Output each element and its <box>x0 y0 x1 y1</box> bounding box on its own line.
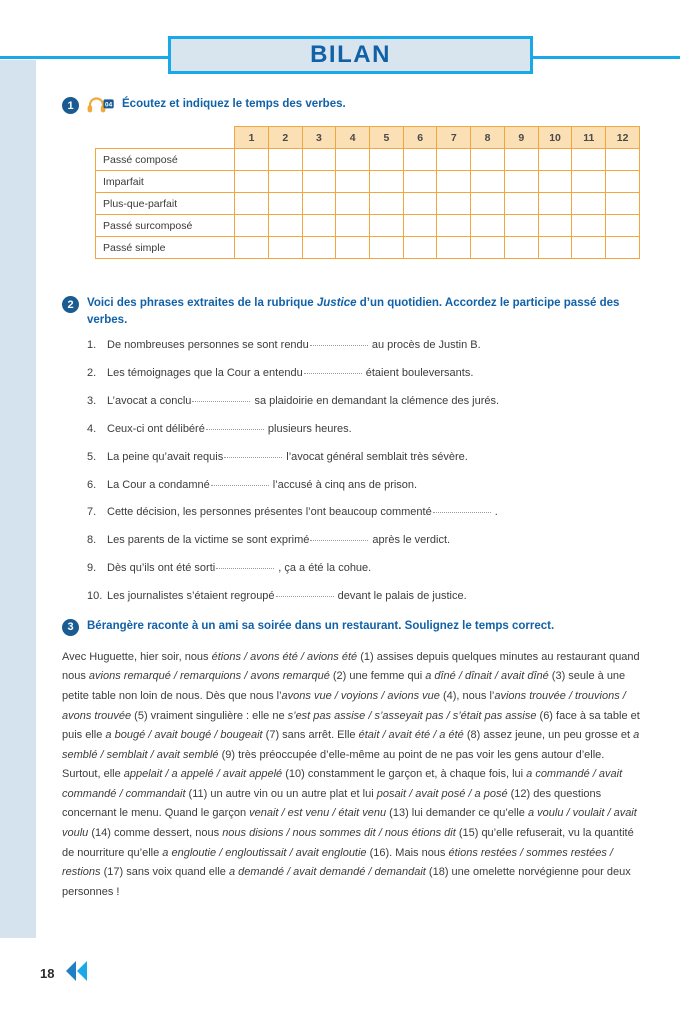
table-col-header: 7 <box>437 127 471 149</box>
paragraph-text: Avec Huguette, hier soir, nous <box>62 650 212 663</box>
answer-cell[interactable] <box>370 149 404 171</box>
answer-cell[interactable] <box>437 149 471 171</box>
sentence-before-blank: Les parents de la victime se sont exprimé <box>107 534 310 547</box>
table-row-label: Imparfait <box>96 171 235 193</box>
list-item <box>62 366 640 381</box>
list-item-number: 6. <box>87 478 97 491</box>
page-title: BILAN <box>310 41 391 68</box>
table-col-header: 10 <box>538 127 572 149</box>
sentence-after-blank: , ça a été la cohue. <box>275 562 372 575</box>
exercise-2-instruction-part2: d’un quotidien. Accordez le participe passé des verbes. <box>87 297 620 326</box>
table-col-header: 4 <box>336 127 370 149</box>
table-corner-cell <box>96 127 235 149</box>
table-row <box>96 237 640 259</box>
tense-table <box>95 126 640 259</box>
page-footer <box>40 960 89 987</box>
list-item <box>62 422 640 437</box>
double-chevron-left-icon[interactable] <box>63 960 89 987</box>
verb-option-group[interactable]: a voulu / voulait / avait voulu <box>62 807 637 839</box>
table-row-label: Passé simple <box>96 237 235 259</box>
list-item-number: 9. <box>87 562 97 575</box>
sentence-after-blank: étaient bouleversants. <box>362 367 474 380</box>
answer-cell[interactable] <box>370 193 404 215</box>
paragraph-text: (14) comme dessert, nous <box>88 826 223 839</box>
list-item <box>62 450 640 465</box>
table-col-header: 8 <box>471 127 505 149</box>
answer-blank[interactable] <box>310 540 368 541</box>
verb-option-group[interactable]: nous disions / nous sommes dit / nous étions dit <box>222 826 456 839</box>
answer-cell[interactable] <box>268 171 302 193</box>
answer-cell[interactable] <box>268 149 302 171</box>
answer-cell[interactable] <box>538 171 572 193</box>
paragraph-text: (3) seule à une petite table non loin de nous. Dès que nous l’ <box>62 670 626 702</box>
sentence-after-blank: sa plaidoirie en demandant la clémence des jurés. <box>251 395 500 408</box>
paragraph-text: (2) une femme qui <box>329 670 426 683</box>
exercise-3-paragraph <box>62 648 640 903</box>
answer-cell[interactable] <box>504 171 538 193</box>
sentence-before-blank: Ceux-ci ont délibéré <box>107 422 205 435</box>
answer-cell[interactable] <box>538 237 572 259</box>
verb-option-group[interactable]: venait / est venu / était venu <box>249 807 387 820</box>
answer-cell[interactable] <box>370 215 404 237</box>
headphones-icon[interactable] <box>87 97 114 113</box>
answer-blank[interactable] <box>276 596 334 597</box>
tense-table-wrapper <box>95 126 640 259</box>
page-title-box <box>168 36 533 74</box>
list-item-text <box>107 589 640 604</box>
answer-cell[interactable] <box>235 237 269 259</box>
answer-cell[interactable] <box>403 215 437 237</box>
paragraph-text: (4), nous l’ <box>439 689 495 702</box>
paragraph-text: (8) assez jeune, un peu grosse et <box>463 729 634 742</box>
exercise-2-number: 2 <box>62 296 79 313</box>
exercise-2-instruction-part1: Voici des phrases extraites de la rubrique <box>87 297 317 309</box>
exercise-1-heading <box>62 96 640 114</box>
answer-cell[interactable] <box>302 193 336 215</box>
exercise-3-number: 3 <box>62 619 79 636</box>
answer-cell[interactable] <box>268 215 302 237</box>
answer-cell[interactable] <box>471 215 505 237</box>
verb-option-group[interactable]: étions / avons été / avions été <box>211 650 358 663</box>
answer-cell[interactable] <box>572 149 606 171</box>
answer-blank[interactable] <box>310 345 368 346</box>
answer-cell[interactable] <box>504 149 538 171</box>
answer-cell[interactable] <box>302 215 336 237</box>
answer-cell[interactable] <box>572 171 606 193</box>
exercise-3-heading <box>62 618 640 636</box>
answer-cell[interactable] <box>538 193 572 215</box>
list-item-number: 8. <box>87 534 97 547</box>
table-header-row <box>96 127 640 149</box>
list-item-number: 5. <box>87 450 97 463</box>
table-col-header: 1 <box>235 127 269 149</box>
answer-blank[interactable] <box>206 429 264 430</box>
verb-option-group[interactable]: avions trouvée / trouvions / avons trouvée <box>62 689 626 722</box>
list-item-text <box>107 394 640 409</box>
answer-cell[interactable] <box>336 237 370 259</box>
verb-option-group[interactable]: étions restées / sommes restées / restions <box>62 846 613 879</box>
sentence-before-blank: Cette décision, les personnes présentes l’ont beaucoup commenté <box>107 506 432 519</box>
answer-cell[interactable] <box>471 237 505 259</box>
verb-option-group[interactable]: a dîné / dînait / avait dîné <box>425 670 549 683</box>
list-item-text <box>107 478 640 493</box>
list-item-number: 1. <box>87 339 97 352</box>
verb-option-group[interactable]: a commandé / avait commandé / commandait <box>62 768 623 800</box>
sentence-after-blank: . <box>491 506 498 519</box>
table-col-header: 9 <box>504 127 538 149</box>
verb-option-group[interactable]: avons vue / voyions / avions vue <box>281 689 440 702</box>
answer-blank[interactable] <box>192 401 250 402</box>
answer-cell[interactable] <box>235 149 269 171</box>
answer-cell[interactable] <box>336 149 370 171</box>
answer-blank[interactable] <box>211 485 269 486</box>
verb-option-group[interactable]: avions remarqué / remarquions / avons remarqué <box>88 670 330 683</box>
exercise-2-instruction <box>87 295 640 328</box>
paragraph-text: (7) sans arrêt. Elle <box>262 729 359 742</box>
exercise-1-instruction: Écoutez et indiquez le temps des verbes. <box>122 98 346 110</box>
sentence-before-blank: Les témoignages que la Cour a entendu <box>107 367 303 380</box>
paragraph-text: (1) assises depuis quelques minutes au restaurant quand nous <box>62 650 640 683</box>
table-row-label: Passé composé <box>96 149 235 171</box>
answer-blank[interactable] <box>224 457 282 458</box>
verb-option-group[interactable]: était / avait été / a été <box>358 729 464 742</box>
sentence-after-blank: après le verdict. <box>369 534 451 547</box>
sentence-before-blank: L’avocat a conclu <box>107 395 192 408</box>
answer-cell[interactable] <box>437 171 471 193</box>
paragraph-text: (11) un autre vin ou un autre plat et lui <box>185 787 377 800</box>
answer-cell[interactable] <box>302 171 336 193</box>
page-number: 18 <box>40 966 55 981</box>
answer-cell[interactable] <box>336 171 370 193</box>
answer-cell[interactable] <box>606 193 640 215</box>
sentence-before-blank: La peine qu’avait requis <box>107 450 224 463</box>
verb-option-group[interactable]: s’est pas assise / s’asseyait pas / s’était pas assise <box>287 709 537 722</box>
sentence-after-blank: plusieurs heures. <box>264 422 352 435</box>
list-item-number: 2. <box>87 367 97 380</box>
answer-blank[interactable] <box>433 512 491 513</box>
answer-cell[interactable] <box>606 149 640 171</box>
answer-cell[interactable] <box>572 215 606 237</box>
list-item <box>62 338 640 353</box>
sentence-after-blank: l’avocat général semblait très sévère. <box>283 450 468 463</box>
table-row <box>96 149 640 171</box>
answer-cell[interactable] <box>370 237 404 259</box>
sentence-before-blank: Les journalistes s’étaient regroupé <box>107 589 275 602</box>
answer-cell[interactable] <box>471 149 505 171</box>
paragraph-text: (16). Mais nous <box>366 846 449 859</box>
sentence-before-blank: La Cour a condamné <box>107 478 210 491</box>
table-col-header: 5 <box>370 127 404 149</box>
paragraph-text: (13) lui demander ce qu’elle <box>386 807 528 820</box>
answer-cell[interactable] <box>370 171 404 193</box>
answer-cell[interactable] <box>606 171 640 193</box>
answer-cell[interactable] <box>471 193 505 215</box>
table-row <box>96 215 640 237</box>
answer-cell[interactable] <box>437 193 471 215</box>
answer-cell[interactable] <box>572 193 606 215</box>
list-item-text <box>107 505 640 520</box>
exercise-2-sentence-list <box>62 338 640 603</box>
verb-option-group[interactable]: a demandé / avait demandé / demandait <box>228 866 426 879</box>
answer-cell[interactable] <box>268 193 302 215</box>
answer-cell[interactable] <box>403 171 437 193</box>
list-item <box>62 561 640 576</box>
table-row-label: Passé surcomposé <box>96 215 235 237</box>
answer-cell[interactable] <box>504 193 538 215</box>
list-item-number: 7. <box>87 506 97 519</box>
list-item-text <box>107 450 640 465</box>
list-item-text <box>107 561 640 576</box>
verb-option-group[interactable]: appelait / a appelé / avait appelé <box>123 768 283 781</box>
answer-cell[interactable] <box>403 193 437 215</box>
table-row-label: Plus-que-parfait <box>96 193 235 215</box>
page-side-band <box>0 60 36 938</box>
paragraph-text: (5) vraiment singulière : elle ne <box>131 709 288 722</box>
list-item <box>62 589 640 604</box>
verb-option-group[interactable]: a semblé / semblait / avait semblé <box>62 729 640 761</box>
answer-cell[interactable] <box>302 149 336 171</box>
list-item-number: 4. <box>87 422 97 435</box>
answer-cell[interactable] <box>437 215 471 237</box>
answer-cell[interactable] <box>268 237 302 259</box>
answer-cell[interactable] <box>302 237 336 259</box>
answer-cell[interactable] <box>471 171 505 193</box>
answer-cell[interactable] <box>504 215 538 237</box>
table-col-header: 11 <box>572 127 606 149</box>
answer-cell[interactable] <box>504 237 538 259</box>
exercise-3-instruction: Bérangère raconte à un ami sa soirée dans un restaurant. Soulignez le temps correct. <box>87 619 555 632</box>
sentence-before-blank: De nombreuses personnes se sont rendu <box>107 339 309 352</box>
answer-cell[interactable] <box>403 149 437 171</box>
table-row <box>96 171 640 193</box>
answer-cell[interactable] <box>572 237 606 259</box>
list-item-number: 3. <box>87 395 97 408</box>
answer-blank[interactable] <box>304 373 362 374</box>
table-col-header: 2 <box>268 127 302 149</box>
paragraph-text: (10) constamment le garçon et, à chaque fois, lui <box>282 768 527 781</box>
answer-cell[interactable] <box>538 215 572 237</box>
page-title-inner <box>171 39 530 71</box>
verb-option-group[interactable]: posait / avait posé / a posé <box>376 787 508 800</box>
answer-cell[interactable] <box>403 237 437 259</box>
answer-cell[interactable] <box>235 193 269 215</box>
exercise-2-instruction-italic: Justice <box>316 297 357 309</box>
answer-blank[interactable] <box>216 568 274 569</box>
page-content <box>62 96 640 913</box>
list-item <box>62 478 640 493</box>
table-col-header: 3 <box>302 127 336 149</box>
paragraph-text: (15) qu’elle refuserait, vu la quantité de nourriture qu’elle <box>62 826 634 859</box>
paragraph-text: (12) des questions concernant le menu. Quand le garçon <box>62 787 602 820</box>
answer-cell[interactable] <box>437 237 471 259</box>
table-row <box>96 193 640 215</box>
paragraph-text: (9) très préoccupée d’elle-même au point de ne pas voir les gens autour d’elle. Surtout, elle <box>62 748 605 781</box>
audio-track-number: 04 <box>105 101 113 109</box>
exercise-1-number: 1 <box>62 97 79 114</box>
verb-option-group[interactable]: a engloutie / engloutissait / avait engloutie <box>162 846 367 859</box>
paragraph-text: (6) face à sa table et puis elle <box>62 709 640 742</box>
paragraph-text: (18) une omelette norvégienne pour deux personnes ! <box>62 866 631 898</box>
list-item <box>62 394 640 409</box>
list-item-text <box>107 422 640 437</box>
list-item-text <box>107 366 640 381</box>
list-item-text <box>107 533 640 548</box>
sentence-after-blank: au procès de Justin B. <box>368 339 481 352</box>
answer-cell[interactable] <box>336 215 370 237</box>
list-item-text <box>107 338 640 353</box>
answer-cell[interactable] <box>336 193 370 215</box>
list-item-number: 10. <box>87 589 103 602</box>
answer-cell[interactable] <box>235 215 269 237</box>
answer-cell[interactable] <box>606 237 640 259</box>
sentence-after-blank: devant le palais de justice. <box>334 589 467 602</box>
answer-cell[interactable] <box>538 149 572 171</box>
paragraph-text: (17) sans voix quand elle <box>100 866 229 879</box>
list-item <box>62 505 640 520</box>
answer-cell[interactable] <box>235 171 269 193</box>
list-item <box>62 533 640 548</box>
table-col-header: 12 <box>606 127 640 149</box>
answer-cell[interactable] <box>606 215 640 237</box>
sentence-after-blank: l’accusé à cinq ans de prison. <box>269 478 418 491</box>
sentence-before-blank: Dès qu’ils ont été sorti <box>107 562 216 575</box>
table-col-header: 6 <box>403 127 437 149</box>
verb-option-group[interactable]: a bougé / avait bougé / bougeait <box>105 729 263 742</box>
exercise-2-heading <box>62 295 640 328</box>
